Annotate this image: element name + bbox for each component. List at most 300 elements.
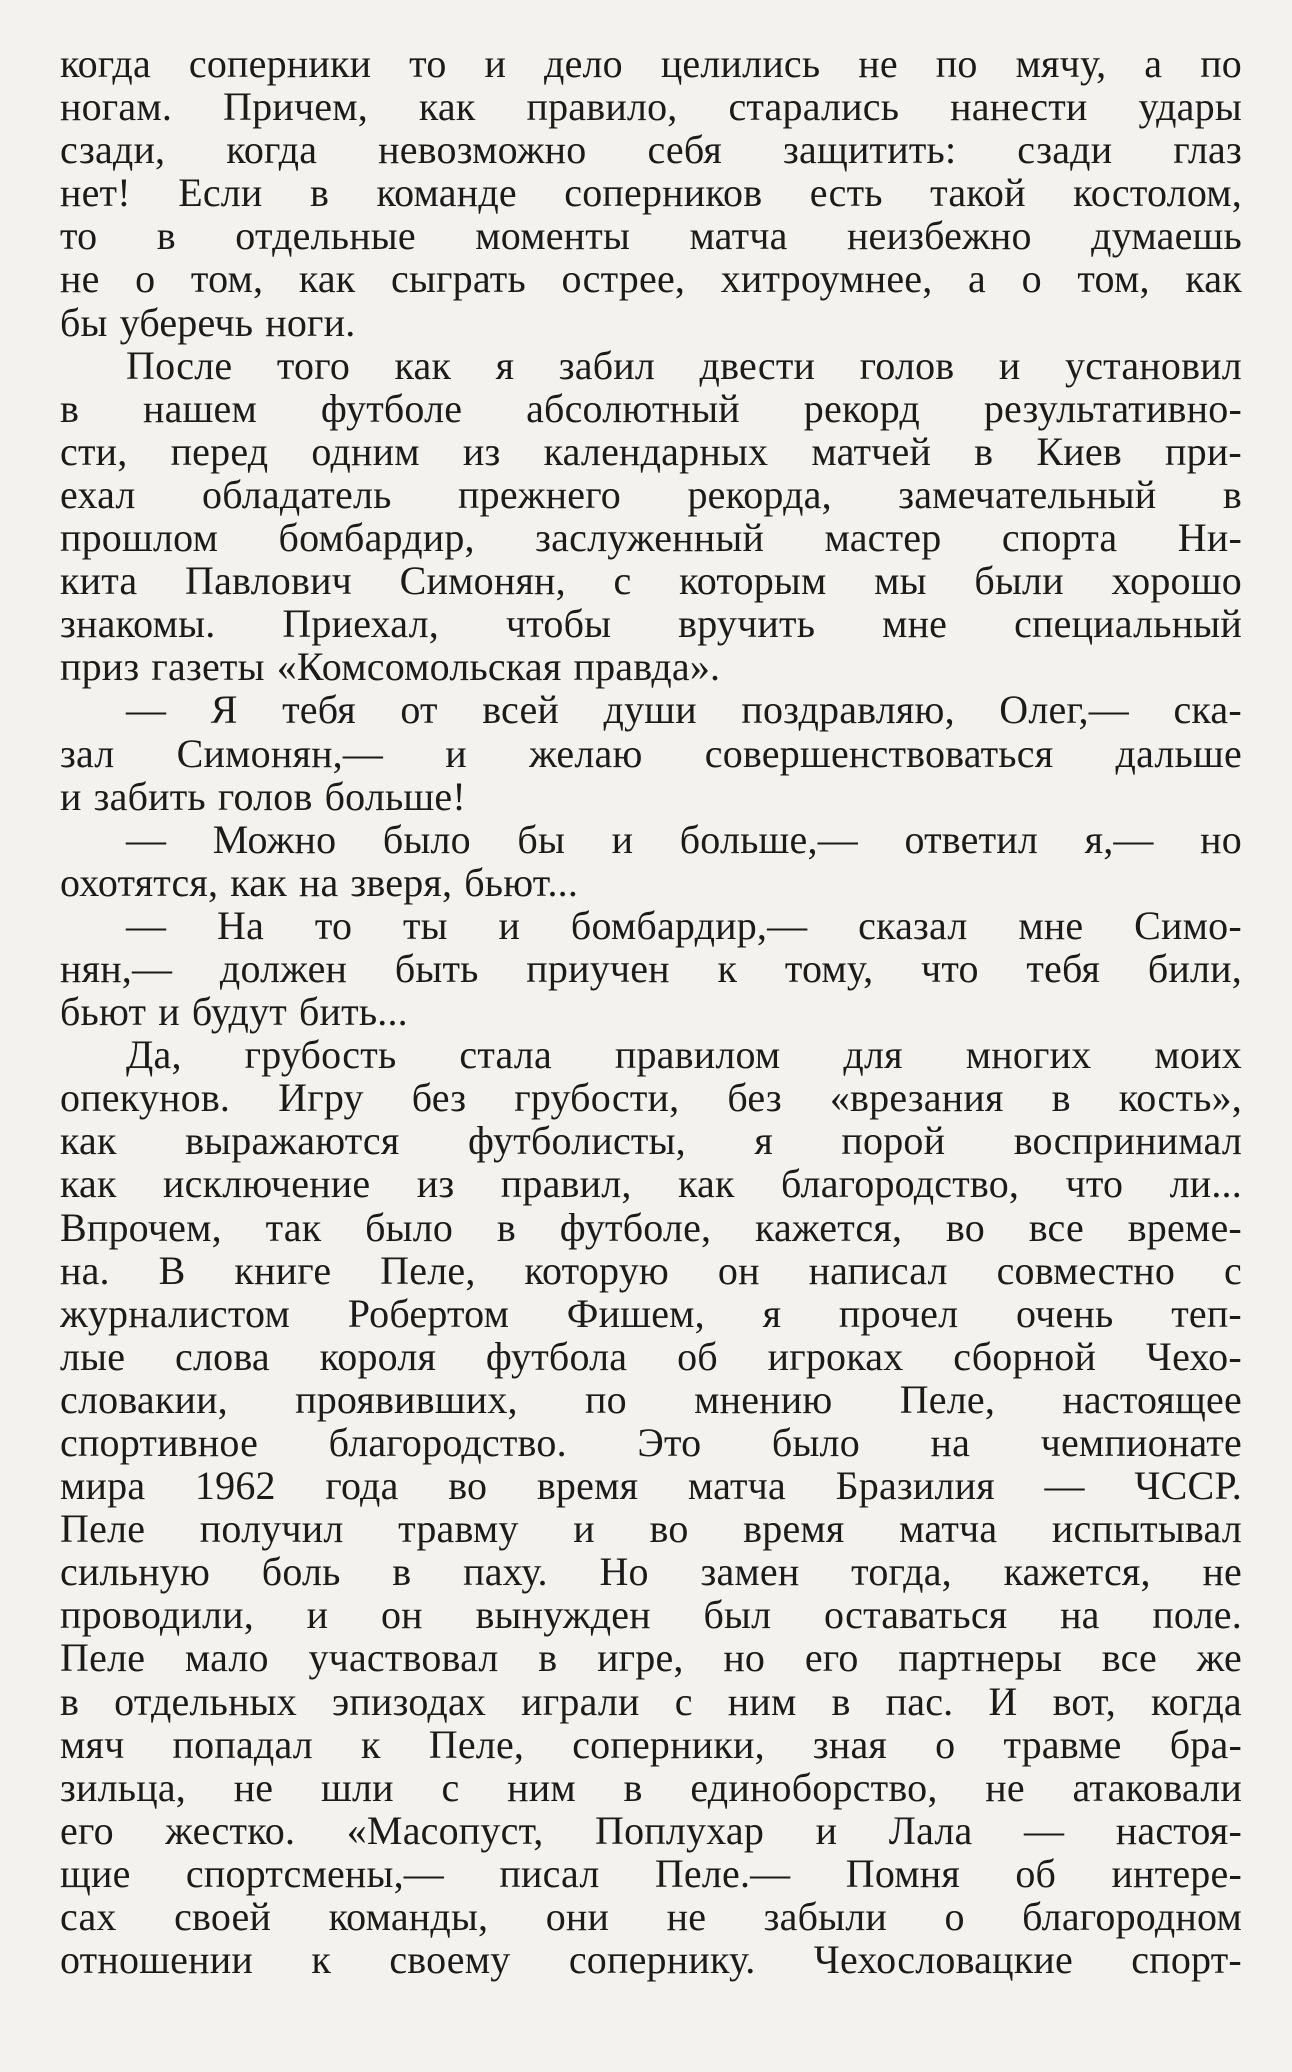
word: Фишем, (566, 1290, 705, 1336)
word: забить (93, 773, 206, 819)
word: Бразилия (835, 1463, 995, 1509)
word: грубости, (514, 1075, 680, 1121)
word: я,— (1084, 816, 1154, 862)
word: отношении (60, 1937, 253, 1983)
word: кажется, (1003, 1549, 1151, 1595)
word: охотятся, (60, 859, 219, 905)
word: бьют (60, 989, 147, 1035)
word: Симонян,— (176, 730, 384, 776)
word: писал (499, 1850, 600, 1896)
word: короля (319, 1333, 437, 1379)
word: как (60, 1161, 117, 1207)
word: желаю (529, 730, 643, 776)
word: мы (874, 558, 927, 604)
word: когда (1150, 1678, 1242, 1724)
word: опекунов. (60, 1075, 231, 1121)
word: правило, (526, 84, 678, 130)
text-line (60, 1249, 1242, 1292)
word: грубость (244, 1032, 397, 1078)
word: моих (1154, 1032, 1242, 1078)
text-line (60, 1550, 1242, 1593)
word: на (298, 859, 339, 905)
text-line (60, 732, 1242, 775)
word: Павлович (185, 558, 352, 604)
word: в (60, 385, 80, 431)
word: мира (60, 1463, 146, 1509)
word: Впрочем, (60, 1204, 222, 1250)
word: не (60, 256, 100, 302)
word: И (988, 1678, 1018, 1724)
word: и (573, 1506, 595, 1552)
word: его (60, 1807, 114, 1853)
word: совершенствоваться (704, 730, 1054, 776)
text-line (60, 1809, 1242, 1852)
word: поздравляю, (741, 687, 955, 733)
text-line (60, 1292, 1242, 1335)
word: то (60, 213, 98, 259)
word: Игру (278, 1075, 364, 1121)
word: он (717, 1247, 760, 1293)
word: знакомы. (60, 601, 216, 647)
word: том, (1077, 256, 1150, 302)
word: прошлом (60, 515, 219, 561)
word: время (743, 1506, 845, 1552)
word: в (156, 213, 176, 259)
text-line (60, 387, 1242, 430)
word: журналистом (60, 1290, 290, 1336)
word: в (1051, 1075, 1071, 1121)
word: ехал (60, 471, 136, 517)
word: ЧССР. (1134, 1463, 1242, 1509)
word: Помня (845, 1850, 960, 1896)
word: многих (965, 1032, 1092, 1078)
text-line (60, 1852, 1242, 1895)
word: с (441, 1764, 460, 1810)
word: все (1028, 1204, 1084, 1250)
word: во (945, 1204, 985, 1250)
word: Пеле, (899, 1376, 996, 1422)
word: но (1200, 816, 1242, 862)
word: мячу, (1015, 42, 1107, 86)
word: души (603, 687, 697, 733)
word: вот, (1052, 1678, 1116, 1724)
word: испытывал (1051, 1506, 1242, 1552)
word: такой (930, 170, 1026, 216)
word: в (623, 1764, 643, 1810)
text-line (60, 602, 1242, 645)
word: о (944, 1894, 965, 1940)
word: когда (226, 127, 318, 173)
word: как (298, 256, 356, 302)
word: команды, (328, 1894, 489, 1940)
word: сыграть (391, 256, 526, 302)
word: Да, (126, 1032, 182, 1078)
word: правда». (573, 644, 721, 690)
word: проводили, (60, 1592, 254, 1638)
word: ска- (1173, 687, 1242, 733)
word: в (60, 1678, 80, 1724)
word: ответил (904, 816, 1039, 862)
word: будут (191, 989, 287, 1035)
word: бить... (298, 989, 408, 1035)
word: двести (699, 342, 816, 388)
word: не (666, 1894, 707, 1940)
word: не (858, 42, 898, 86)
word: играли (521, 1678, 640, 1724)
word: исключение (163, 1161, 371, 1207)
word: о (935, 1721, 956, 1767)
word: своей (174, 1894, 272, 1940)
word: мало (184, 1635, 269, 1681)
word: време- (1127, 1204, 1242, 1250)
word: по (585, 1376, 627, 1422)
word: в (392, 1549, 412, 1595)
text-line (60, 301, 1242, 344)
word: дальше (1115, 730, 1242, 776)
word: Чехословацкие (813, 1937, 1073, 1983)
text-line (60, 775, 1242, 818)
word: игре, (597, 1635, 684, 1681)
word: зная (812, 1721, 888, 1767)
word: спортсмены,— (185, 1850, 445, 1896)
word: приз (60, 644, 140, 690)
word: травме (1003, 1721, 1122, 1767)
word: порой (841, 1118, 946, 1164)
text-line (60, 818, 1242, 861)
word: сильную (60, 1549, 211, 1595)
word: они (545, 1894, 610, 1940)
text-line (60, 85, 1242, 128)
word: как (60, 1118, 117, 1164)
text-line (60, 1076, 1242, 1119)
word: попадал (172, 1721, 313, 1767)
word: как (677, 1161, 735, 1207)
word: — (126, 902, 167, 948)
word: отдельные (235, 213, 416, 259)
word: уберечь (119, 299, 254, 345)
word: и (998, 342, 1021, 388)
word: он (380, 1592, 423, 1638)
word: результативно- (983, 385, 1242, 431)
word: нашем (142, 385, 257, 431)
word: Можно (212, 816, 337, 862)
word: сборной (953, 1333, 1097, 1379)
word: но (723, 1635, 766, 1681)
word: соперники, (572, 1721, 765, 1767)
word: не (233, 1764, 274, 1810)
text-line (60, 1593, 1242, 1636)
word: бы (517, 816, 566, 862)
word: — (126, 687, 167, 733)
word: своему (389, 1937, 511, 1983)
text-line (60, 171, 1242, 214)
text-line (60, 473, 1242, 516)
word: словакии, (60, 1376, 228, 1422)
text-line (60, 1421, 1242, 1464)
word: его (804, 1635, 859, 1681)
word: а (1144, 42, 1163, 86)
word: и (306, 1592, 329, 1638)
word: во (649, 1506, 689, 1552)
word: перед (170, 428, 269, 474)
word: получил (199, 1506, 344, 1552)
text-line (60, 257, 1242, 300)
word: в (538, 1635, 558, 1681)
word: голов (217, 773, 313, 819)
text-line (60, 559, 1242, 602)
text-line (60, 1206, 1242, 1249)
word: настоя- (1115, 1807, 1242, 1853)
text-line (60, 947, 1242, 990)
word: в (309, 170, 330, 216)
word: года (325, 1463, 399, 1509)
text-line (60, 1335, 1242, 1378)
word: целились (660, 42, 821, 86)
word: в (974, 428, 994, 474)
word: кита (60, 558, 138, 604)
word: правил, (500, 1161, 632, 1207)
word: к (717, 945, 738, 991)
word: на (930, 1420, 971, 1465)
text-line (60, 1938, 1242, 1981)
word: не (985, 1764, 1025, 1810)
word: на (1060, 1592, 1100, 1638)
text-line (60, 1507, 1242, 1550)
word: было (771, 1420, 860, 1465)
word: с (1223, 1247, 1242, 1293)
word: Киев (1036, 428, 1122, 474)
word: вынужден (475, 1592, 651, 1638)
word: хорошо (1111, 558, 1242, 604)
word: ногам. (60, 84, 173, 130)
word: бьют... (464, 859, 579, 905)
word: Лала (888, 1807, 973, 1853)
word: которую (524, 1247, 669, 1293)
word: оставаться (823, 1592, 1008, 1638)
word: «Масопуст, (346, 1807, 544, 1853)
word: Чехо- (1145, 1333, 1242, 1379)
word: боль (261, 1549, 341, 1595)
text-line (60, 645, 1242, 688)
text-line (60, 1723, 1242, 1766)
word: Пеле (60, 1506, 146, 1552)
word: на. (60, 1247, 110, 1293)
word: от (400, 687, 438, 733)
word: лые (60, 1333, 126, 1379)
word: должен (219, 945, 348, 991)
word: Пеле (60, 1635, 146, 1681)
word: старались (728, 84, 900, 130)
word: жестко. (165, 1807, 296, 1853)
word: защитить: (783, 127, 957, 173)
word: рекорда, (687, 471, 832, 517)
word: установил (1065, 342, 1242, 388)
word: Но (599, 1549, 649, 1595)
word: были (974, 558, 1064, 604)
word: очень (1016, 1290, 1114, 1336)
text-line (60, 1378, 1242, 1421)
word: шли (320, 1764, 394, 1810)
word: спорт- (1131, 1937, 1242, 1983)
word: зал (60, 730, 115, 776)
word: забил (558, 342, 656, 388)
word: было (365, 1204, 454, 1250)
word: Пеле.— (654, 1850, 791, 1896)
word: кость», (1118, 1075, 1242, 1121)
word: был (703, 1592, 772, 1638)
word: партнеры (898, 1635, 1063, 1681)
word: об (1015, 1850, 1057, 1896)
word: бы (60, 299, 108, 345)
word: отдельных (114, 1678, 297, 1724)
word: сопернику. (568, 1937, 756, 1983)
word: с (613, 558, 632, 604)
word: замечательный (898, 471, 1157, 517)
word: благородство. (328, 1420, 567, 1465)
text-line (60, 861, 1242, 904)
text-line (60, 430, 1242, 473)
word: Пеле, (380, 1247, 476, 1293)
word: поле. (1152, 1592, 1242, 1638)
word: написал (808, 1247, 948, 1293)
word: как (418, 84, 476, 130)
word: Поплухар (594, 1807, 765, 1853)
word: а (968, 256, 987, 302)
word: проявивших, (295, 1376, 518, 1422)
word: мастер (824, 515, 942, 561)
word: то (409, 42, 447, 86)
word: ним (727, 1678, 797, 1724)
word: и (484, 42, 507, 86)
word: в (496, 1204, 516, 1250)
word: и (158, 989, 180, 1035)
word: чтобы (505, 601, 612, 647)
word: Причем, (223, 84, 368, 130)
word: сти, (60, 428, 128, 474)
word: при- (1165, 428, 1242, 474)
word: рекорд (803, 385, 920, 431)
word: приучен (526, 945, 670, 991)
word: 1962 (194, 1463, 276, 1509)
word: щие (60, 1850, 131, 1896)
word: — (126, 816, 167, 862)
word: и (611, 816, 634, 862)
word: невозможно (378, 127, 587, 173)
word: прежнего (458, 471, 621, 517)
book-page-text (60, 42, 1242, 2052)
word: тебя (282, 687, 356, 733)
word: же (1196, 1635, 1242, 1681)
word: костолом, (1073, 170, 1242, 216)
word: футболисты, (467, 1118, 686, 1164)
word: нет! (60, 170, 131, 216)
word: книге (234, 1247, 332, 1293)
word: кажется, (755, 1204, 903, 1250)
text-line (60, 1119, 1242, 1162)
word: сзади, (60, 127, 166, 173)
word: Это (637, 1420, 702, 1465)
word: нян,— (60, 945, 173, 991)
word: стала (459, 1032, 552, 1078)
word: замен (700, 1549, 800, 1595)
word: Симо- (1134, 902, 1242, 948)
word: в (1222, 471, 1242, 517)
word: бомбардир, (278, 515, 475, 561)
word: когда (60, 42, 151, 86)
word: обладатель (202, 471, 392, 517)
word: матча (689, 213, 788, 259)
word: все (1101, 1635, 1157, 1681)
word: тогда, (851, 1549, 952, 1595)
text-line (60, 1162, 1242, 1205)
word: которым (679, 558, 827, 604)
text-line (60, 1895, 1242, 1938)
word: к (311, 1937, 331, 1983)
word: воспринимал (1013, 1118, 1242, 1164)
word: выражаются (185, 1118, 400, 1164)
word: матча (899, 1506, 998, 1552)
word: из (416, 1161, 455, 1207)
word: не (1202, 1549, 1242, 1595)
word: ним (507, 1764, 576, 1810)
word: Симонян, (399, 558, 566, 604)
text-line (60, 1766, 1242, 1809)
word: — (1044, 1463, 1085, 1509)
word: как (230, 859, 287, 905)
word: как (1185, 256, 1242, 302)
text-line (60, 214, 1242, 257)
word: зильца, (60, 1764, 186, 1810)
word: паху. (463, 1549, 548, 1595)
word: как (394, 342, 452, 388)
text-line (60, 42, 1242, 85)
text-line (60, 1636, 1242, 1679)
word: острее, (561, 256, 686, 302)
word: футболе (320, 385, 463, 431)
word: мяч (60, 1721, 125, 1767)
word: больше,— (679, 816, 858, 862)
word: и (60, 773, 82, 819)
word: били, (1147, 945, 1242, 991)
word: «врезания (829, 1075, 1004, 1121)
text-line (60, 516, 1242, 559)
word: к (361, 1721, 381, 1767)
word: и (815, 1807, 838, 1853)
word: бра- (1169, 1721, 1242, 1767)
word: слова (175, 1333, 270, 1379)
word: мнению (694, 1376, 833, 1422)
word: атаковали (1072, 1764, 1242, 1810)
word: Ни- (1177, 515, 1242, 561)
word: — (1024, 1807, 1065, 1853)
text-line (60, 128, 1242, 171)
word: «Комсомольская (276, 644, 562, 690)
word: команде (376, 170, 517, 216)
word: спорта (1001, 515, 1118, 561)
word: футболе, (559, 1204, 712, 1250)
text-line (60, 1680, 1242, 1723)
word: бомбардир,— (570, 902, 808, 948)
word: пас. (885, 1678, 954, 1724)
word: по (1200, 42, 1242, 86)
word: хитроумнее, (720, 256, 933, 302)
word: травму (398, 1506, 519, 1552)
word: чемпионате (1040, 1420, 1242, 1465)
word: том, (190, 256, 264, 302)
word: ли... (1169, 1161, 1242, 1207)
word: что (921, 945, 979, 991)
word: во (448, 1463, 488, 1509)
